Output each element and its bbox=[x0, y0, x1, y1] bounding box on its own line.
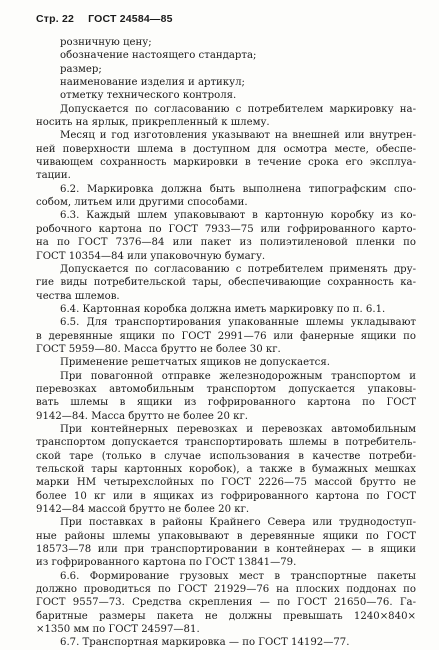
text-line: робочного картона по ГОСТ 7933—75 или гофрированного карто- bbox=[36, 223, 416, 235]
text-line: ные районы шлемы упаковывают в деревянные ящики по ГОСТ bbox=[36, 530, 416, 542]
text-line: должно проводиться по ГОСТ 21929—76 на плоских поддонах по bbox=[36, 584, 416, 596]
text-line: размер; bbox=[60, 63, 102, 75]
text-line: на по ГОСТ 7376—84 или пакет из полиэтиленовой пленки по bbox=[36, 237, 416, 249]
paragraph bbox=[36, 636, 416, 649]
text-line: При повагонной отправке железнодорожным транспортом и bbox=[60, 370, 416, 382]
paragraph bbox=[36, 303, 416, 316]
text-line: 18573—78 или при транспортировании в контейнерах — в ящики bbox=[36, 544, 416, 556]
text-line: более 10 кг или в ящиках из гофрированного картона по ГОСТ bbox=[36, 490, 416, 502]
text-line: собом, литьем или другими способами. bbox=[36, 197, 248, 209]
text-line: Применение решетчатых ящиков не допускается. bbox=[60, 357, 330, 369]
text-line: перевозках автомобильным транспортом допускается упаковы- bbox=[36, 383, 416, 395]
paragraph bbox=[36, 370, 416, 423]
text-line: в деревянные ящики по ГОСТ 2991—76 или фанерные ящики по bbox=[36, 330, 416, 342]
text-line: ской таре (только в случае использования в качестве потреби- bbox=[36, 450, 416, 462]
text-line: 6.6. Формирование грузовых мест в транспортные пакеты bbox=[60, 570, 416, 582]
text-line: 6.4. Картонная коробка должна иметь маркировку по п. 6.1. bbox=[60, 303, 386, 315]
text-line: Допускается по согласованию с потребителем применять дру- bbox=[60, 263, 416, 275]
paragraph bbox=[36, 209, 416, 262]
text-line: Допускается по согласованию с потребителем маркировку на- bbox=[60, 103, 416, 115]
text-line: марки НМ четырехслойных по ГОСТ 2226—75 массой брутто не bbox=[36, 477, 416, 489]
paragraph bbox=[36, 570, 416, 637]
text-line: транспортом допускается транспортировать шлемы в потребитель- bbox=[36, 437, 416, 449]
text-line: чивающем сохранность маркировки в течение срока его эксплуа- bbox=[36, 157, 416, 169]
body-text bbox=[36, 36, 416, 650]
page-number: Стр. 22 bbox=[36, 13, 75, 25]
standard-designation: ГОСТ 24584—85 bbox=[88, 13, 173, 25]
text-line: гие виды потребительской тары, обеспечивающие сохранность ка- bbox=[36, 277, 416, 289]
text-line: носить на ярлык, прикрепленный к шлему. bbox=[36, 117, 270, 129]
text-line: тельской тары картонных коробок), а также в бумажных мешках bbox=[36, 464, 416, 475]
paragraph bbox=[36, 129, 416, 182]
text-line: При поставках в районы Крайнего Севера или труднодоступ- bbox=[60, 517, 416, 529]
text-line: 9142—84. Масса брутто не более 20 кг. bbox=[36, 410, 249, 422]
list-block bbox=[36, 36, 416, 103]
text-line: 6.7. Транспортная маркировка — по ГОСТ 14192—77. bbox=[60, 637, 350, 649]
text-line: чества шлемов. bbox=[36, 290, 120, 302]
text-line: вать шлемы в ящики из гофрированного картона по ГОСТ bbox=[36, 397, 416, 409]
text-line: 6.2. Маркировка должна быть выполнена типографским спо- bbox=[60, 183, 416, 195]
text-line: ГОСТ 9557—73. Средства скрепления — по ГОСТ 21650—76. Га- bbox=[36, 597, 416, 609]
text-line: При контейнерных перевозках и перевозках автомобильным bbox=[60, 423, 416, 435]
text-line: отметку технического контроля. bbox=[60, 90, 237, 102]
paragraph bbox=[36, 103, 416, 130]
text-line: тации. bbox=[36, 170, 71, 182]
text-line: баритные размеры пакета не должны превышать 1240×840× bbox=[36, 610, 416, 622]
text-line: 6.3. Каждый шлем упаковывают в картонную коробку из ко- bbox=[60, 210, 416, 222]
text-line: ней поверхности шлема в доступном для осмотра месте, обеспе- bbox=[36, 143, 416, 155]
text-line: ГОСТ 10354—84 или упаковочную бумагу. bbox=[36, 250, 266, 262]
text-line: из гофрированного картона по ГОСТ 13841—79. bbox=[36, 557, 297, 569]
text-line: 6.5. Для транспортирования упакованные шлемы укладывают bbox=[60, 317, 416, 329]
text-line: обозначение настоящего стандарта; bbox=[60, 50, 257, 62]
paragraph bbox=[36, 423, 416, 516]
paragraph bbox=[36, 183, 416, 210]
text-line: розничную цену; bbox=[60, 37, 152, 48]
text-line: ×1350 мм по ГОСТ 24597—81. bbox=[36, 624, 200, 636]
text-line: 9142—84 массой брутто не более 20 кг. bbox=[36, 504, 250, 516]
paragraph bbox=[36, 316, 416, 356]
paragraph bbox=[36, 356, 416, 369]
text-line: ГОСТ 5959—80. Масса брутто не более 30 кг. bbox=[36, 343, 281, 355]
paragraph bbox=[36, 263, 416, 303]
page-header bbox=[36, 13, 173, 25]
text-line: наименование изделия и артикул; bbox=[60, 77, 245, 89]
paragraph bbox=[36, 516, 416, 569]
text-line: Месяц и год изготовления указывают на внешней или внутрен- bbox=[60, 130, 416, 142]
